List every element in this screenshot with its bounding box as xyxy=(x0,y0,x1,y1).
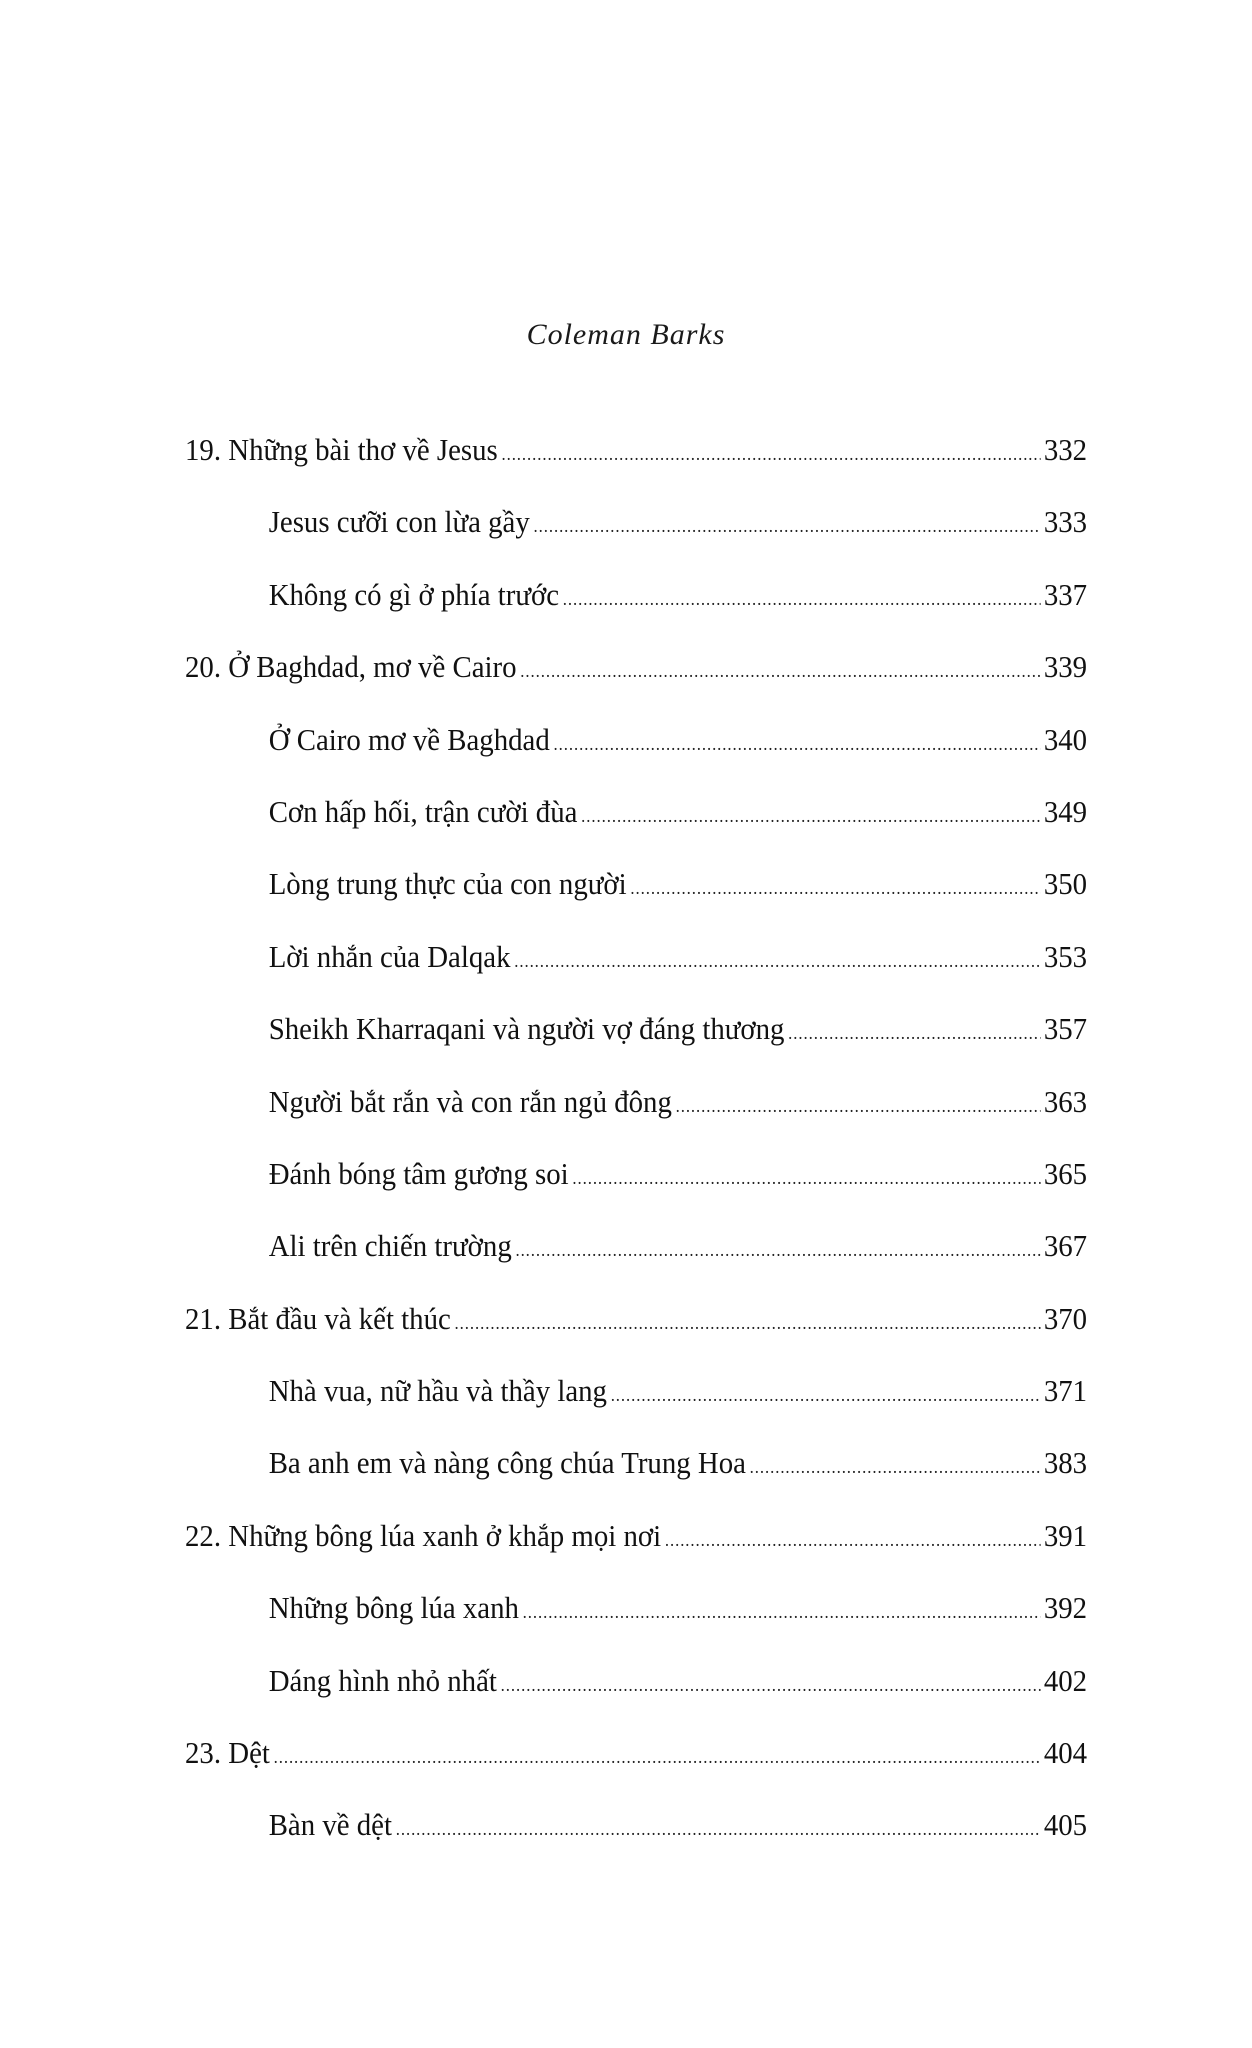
dot-leader xyxy=(533,504,1040,548)
toc-entry-title: Ở Cairo mơ về Baghdad xyxy=(268,721,550,757)
toc-entry-title: Bàn về dệt xyxy=(268,1807,392,1843)
dot-leader xyxy=(274,1735,1041,1779)
toc-entry-title: Cơn hấp hối, trận cười đùa xyxy=(268,793,578,829)
toc-entry-page: 365 xyxy=(1043,1155,1088,1191)
toc-entry[interactable] xyxy=(185,500,1087,572)
dot-leader xyxy=(553,722,1040,766)
toc-entry-page: 363 xyxy=(1043,1083,1088,1119)
toc-chapter-20[interactable] xyxy=(185,645,1087,717)
toc-entry[interactable] xyxy=(185,1007,1087,1079)
toc-entry-page: 337 xyxy=(1043,576,1088,612)
toc-entry[interactable] xyxy=(185,935,1087,1007)
toc-chapter-19[interactable] xyxy=(185,428,1087,500)
toc-entry-title: Đánh bóng tâm gương soi xyxy=(268,1155,569,1191)
toc-entry-title: Sheikh Kharraqani và người vợ đáng thương xyxy=(268,1011,785,1047)
toc-entry[interactable] xyxy=(185,1659,1087,1731)
toc-entry[interactable] xyxy=(185,1224,1087,1296)
toc-entry-title: Ali trên chiến trường xyxy=(268,1228,512,1264)
toc-entry[interactable] xyxy=(185,1441,1087,1513)
toc-entry[interactable] xyxy=(185,862,1087,934)
toc-entry-page: 353 xyxy=(1043,938,1088,974)
toc-entry-page: 350 xyxy=(1043,866,1088,902)
toc-entry-title: 20. Ở Baghdad, mơ về Cairo xyxy=(185,649,517,685)
toc-entry-title: Dáng hình nhỏ nhất xyxy=(268,1662,497,1698)
toc-entry-page: 339 xyxy=(1043,649,1088,685)
toc-entry-title: Jesus cưỡi con lừa gầy xyxy=(268,504,530,540)
dot-leader xyxy=(572,1156,1040,1200)
toc-entry-page: 332 xyxy=(1043,432,1088,467)
dot-leader xyxy=(750,1445,1041,1489)
running-header-author: Coleman Barks xyxy=(526,318,726,351)
dot-leader xyxy=(563,577,1040,621)
toc-entry[interactable] xyxy=(185,1080,1087,1152)
toc-entry[interactable] xyxy=(185,1152,1087,1224)
table-of-contents xyxy=(185,428,1087,1876)
dot-leader xyxy=(455,1301,1041,1345)
toc-entry[interactable] xyxy=(185,1586,1087,1658)
toc-entry-title: 22. Những bông lúa xanh ở khắp mọi nơi xyxy=(185,1517,662,1553)
toc-entry-page: 333 xyxy=(1043,504,1088,540)
dot-leader xyxy=(396,1807,1040,1851)
toc-entry-page: 367 xyxy=(1043,1228,1088,1264)
dot-leader xyxy=(514,939,1040,983)
toc-entry[interactable] xyxy=(185,1369,1087,1441)
toc-chapter-22[interactable] xyxy=(185,1514,1087,1586)
dot-leader xyxy=(515,1228,1040,1272)
toc-entry-title: Lòng trung thực của con người xyxy=(268,866,627,902)
toc-entry-page: 405 xyxy=(1043,1807,1088,1843)
dot-leader xyxy=(501,1663,1041,1707)
toc-chapter-23[interactable] xyxy=(185,1731,1087,1803)
toc-entry-page: 357 xyxy=(1043,1011,1088,1047)
dot-leader xyxy=(630,866,1040,910)
toc-entry-page: 370 xyxy=(1043,1300,1088,1336)
toc-entry-page: 402 xyxy=(1043,1662,1088,1698)
dot-leader xyxy=(676,1084,1041,1128)
toc-entry-page: 404 xyxy=(1043,1735,1088,1771)
toc-entry-title: Ba anh em và nàng công chúa Trung Hoa xyxy=(268,1445,746,1481)
toc-entry-page: 391 xyxy=(1043,1517,1088,1553)
dot-leader xyxy=(788,1011,1040,1055)
toc-entry-title: 23. Dệt xyxy=(185,1735,270,1771)
dot-leader xyxy=(665,1518,1040,1562)
toc-entry-page: 349 xyxy=(1043,793,1088,829)
toc-entry[interactable] xyxy=(185,718,1087,790)
toc-entry-title: 21. Bắt đầu và kết thúc xyxy=(185,1300,451,1336)
toc-entry[interactable] xyxy=(185,1803,1087,1875)
toc-entry-page: 371 xyxy=(1043,1373,1088,1409)
toc-entry-title: Người bắt rắn và con rắn ngủ đông xyxy=(268,1083,672,1119)
toc-entry[interactable] xyxy=(185,573,1087,645)
toc-entry-title: 19. Những bài thơ về Jesus xyxy=(185,432,498,467)
dot-leader xyxy=(611,1373,1040,1417)
toc-entry-page: 383 xyxy=(1043,1445,1088,1481)
toc-entry-title: Nhà vua, nữ hầu và thầy lang xyxy=(268,1373,607,1409)
toc-entry[interactable] xyxy=(185,790,1087,862)
toc-entry-title: Không có gì ở phía trước xyxy=(268,576,560,612)
toc-entry-page: 392 xyxy=(1043,1590,1088,1626)
dot-leader xyxy=(520,649,1040,693)
toc-entry-title: Lời nhắn của Dalqak xyxy=(268,938,511,974)
toc-entry-page: 340 xyxy=(1043,721,1088,757)
dot-leader xyxy=(523,1590,1040,1634)
toc-chapter-21[interactable] xyxy=(185,1297,1087,1369)
toc-entry-title: Những bông lúa xanh xyxy=(268,1590,519,1626)
dot-leader xyxy=(501,432,1040,476)
dot-leader xyxy=(581,794,1040,838)
